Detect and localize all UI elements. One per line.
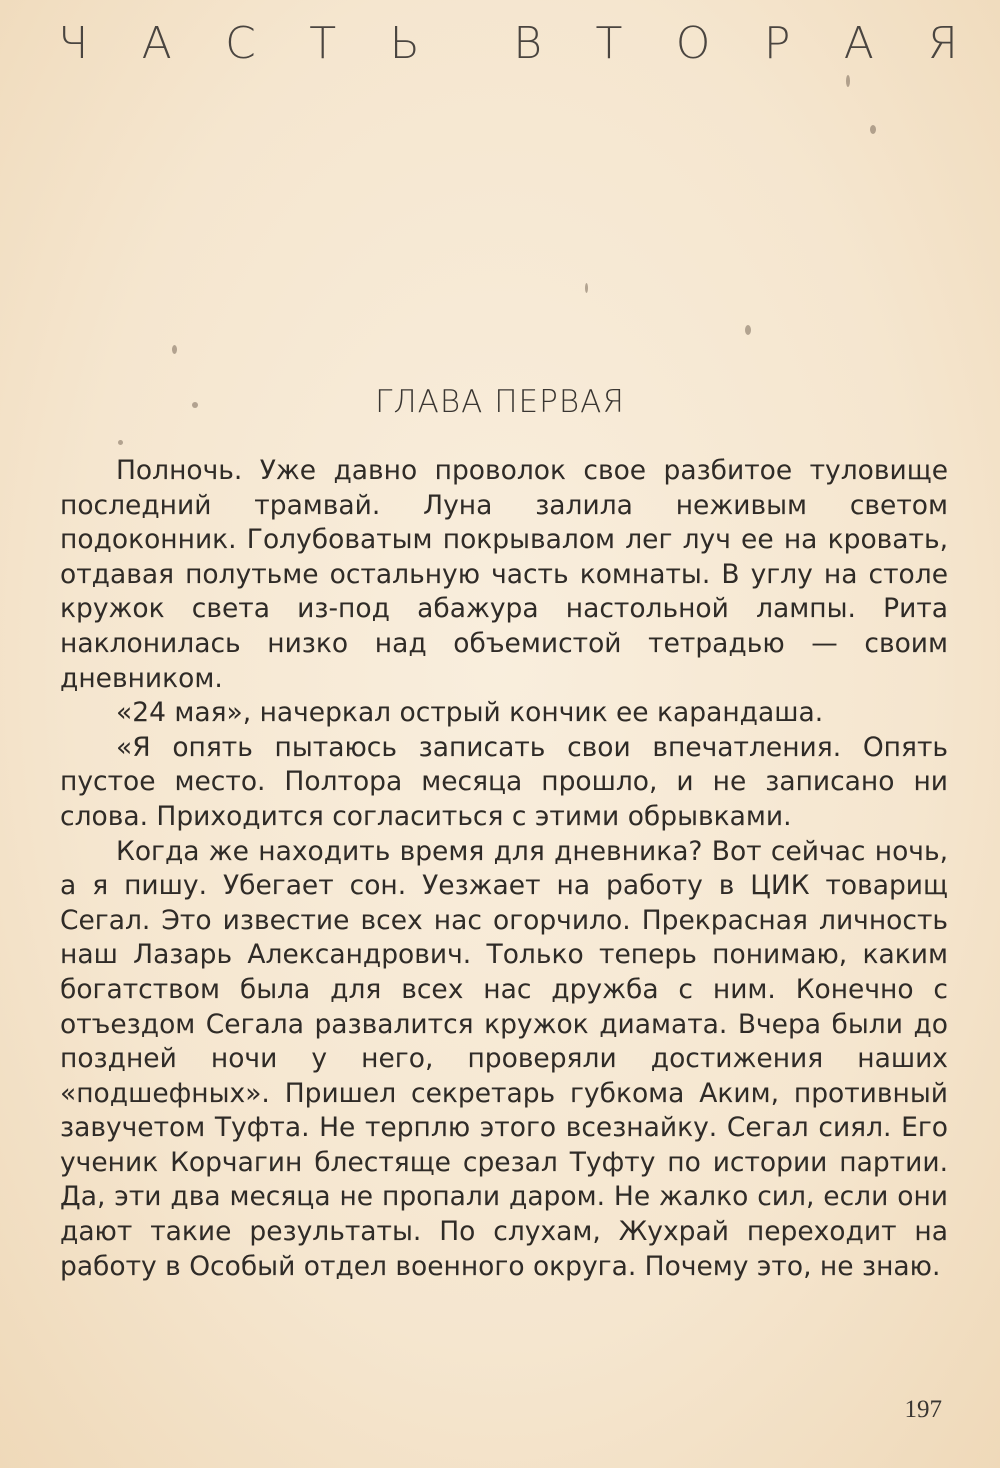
page-number: 197: [904, 1396, 942, 1423]
paragraph: «24 мая», начеркал острый кончик ее карандаша.: [116, 697, 824, 729]
paper-speck: [118, 440, 123, 445]
paper-speck: [846, 75, 850, 87]
body-text: [60, 454, 948, 1284]
paragraph: «Я опять пытаюсь записать свои впечатления. Опять пустое место. Полтора месяца прошло, и не записано ни слова. Приходится согласиться с этими обрывками.: [60, 731, 948, 832]
paper-speck: [192, 402, 198, 408]
chapter-title: ГЛАВА ПЕРВАЯ: [375, 384, 625, 420]
paper-speck: [870, 125, 876, 134]
part-header-letter: Т: [309, 18, 337, 69]
paper-speck: [745, 325, 751, 335]
paper-speck: [585, 283, 588, 293]
part-header: [58, 18, 958, 69]
paper-speck: [172, 345, 177, 354]
part-header-letter: С: [225, 18, 256, 69]
part-header-letter: А: [843, 18, 874, 69]
part-header-letter: В: [513, 18, 543, 69]
part-header-letter: Я: [927, 18, 958, 69]
paragraph: Когда же находить время для дневника? Вот сейчас ночь, а я пишу. Убегает сон. Уезжает на работу в ЦИК товарищ Сегал. Это известие всех нас огорчило. Прекрасная личность наш Лазарь Александрович. Только теперь понимаю, каким богатством была для всех нас дружба с ним. Конечно с отъездом Сегала развалится кружок диамата. Вчера были до поздней ночи у него, проверяли достижения наших «подшефных». Пришел секретарь губкома Аким, противный завучетом Туфта. Не терплю этого всезнайку. Сегал сиял. Его ученик Корчагин блестяще срезал Туфту по истории партии. Да, эти два месяца не пропали даром. Не жалко сил, если они дают такие результаты. По слухам, Жухрай переходит на работу в Особый отдел военного округа. Почему это, не знаю.: [60, 835, 948, 1282]
part-header-letter: О: [675, 18, 711, 69]
paragraph: Полночь. Уже давно проволок свое разбитое туловище последний трамвай. Луна залила неживым светом подоконник. Голубоватым покрывалом лег луч ее на кровать, отдавая полутьме остальную часть комнаты. В углу на столе кружок света из-под абажура настольной лампы. Рита наклонилась низко над объемистой тетрадью — своим дневником.: [60, 455, 948, 694]
part-header-letter: Ч: [58, 18, 89, 69]
part-header-letter: Т: [595, 18, 623, 69]
part-header-letter: Р: [763, 18, 791, 69]
part-header-letter: А: [141, 18, 172, 69]
part-header-letter: Ь: [389, 18, 420, 69]
